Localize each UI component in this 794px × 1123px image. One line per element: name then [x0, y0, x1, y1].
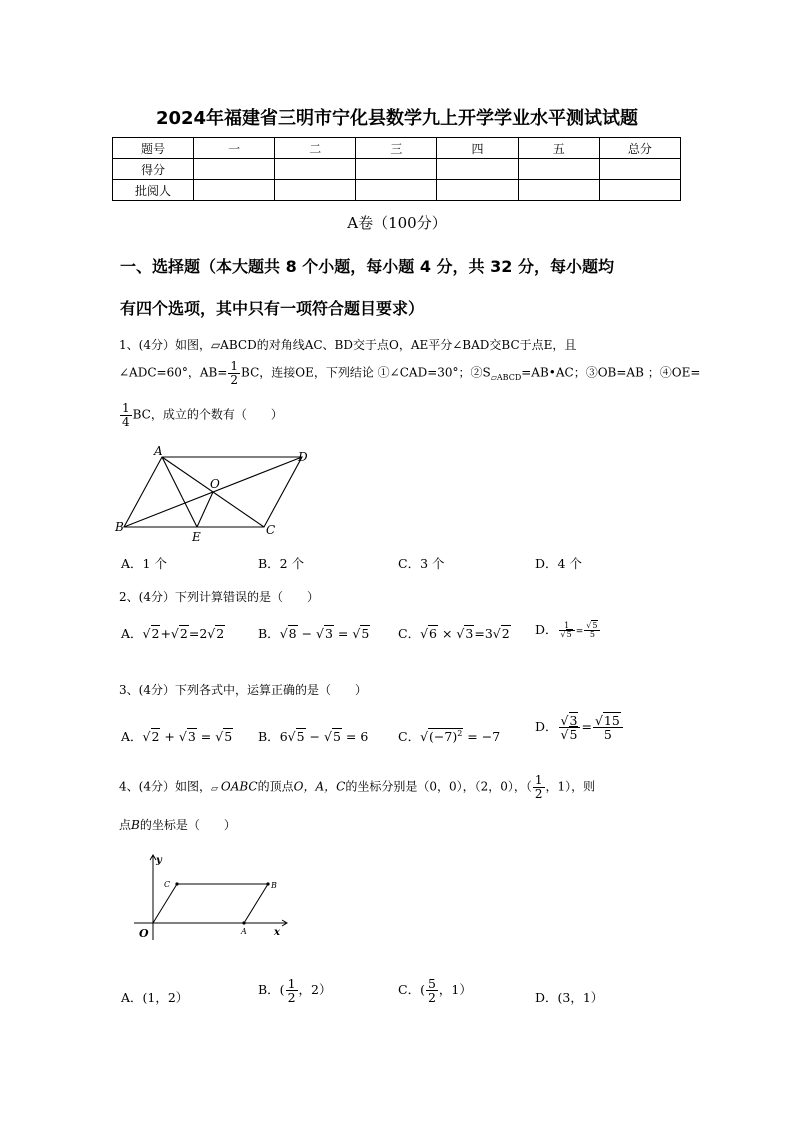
section-heading-line1: 一、选择题（本大题共 8 个小题，每小题 4 分，共 32 分，每小题均 [120, 257, 614, 276]
q1-text: ∠ADC=60°，AB= [119, 365, 228, 380]
fraction: $\frac{√3}{√5}$ [559, 714, 581, 741]
fraction: $\frac{1}{4}$ [122, 401, 130, 429]
q3-option-b[interactable]: B．6√5 − √5 = 6 [258, 729, 369, 744]
label-a: A [154, 444, 163, 458]
label-c: C [266, 523, 276, 537]
q1-line3 [119, 402, 283, 428]
table-row [113, 138, 681, 159]
fraction: $\frac{5}{2}$ [427, 976, 436, 1006]
label-c: C [164, 880, 171, 889]
q3-stem: 3、(4分）下列各式中，运算正确的是（ ） [119, 683, 367, 697]
label-x: x [274, 927, 280, 938]
q4-line2: 点B的坐标是（ ） [119, 818, 236, 832]
fraction: $\frac{1}{√5}$ [559, 622, 575, 640]
table-cell [518, 159, 599, 180]
q3-option-c[interactable]: C．$√(-7)^2 = -7$ [398, 728, 501, 744]
point-c [175, 882, 178, 885]
table-cell [356, 159, 437, 180]
table-row [113, 180, 681, 201]
label-b: B [271, 881, 277, 890]
volume-heading: A卷（100分） [347, 214, 447, 232]
table-cell [275, 180, 356, 201]
q1-line1: 1、(4分）如图，▱ABCD的对角线AC、BD交于点O，AE平分∠BAD交BC于点E，且 [119, 338, 577, 352]
point-b [266, 882, 269, 885]
q1-option-b[interactable]: B．2 个 [258, 556, 305, 571]
q1-text: BC，连接OE，下列结论 ①∠CAD=30°；②S [241, 365, 491, 380]
q4-option-b[interactable]: B．( $\frac{1}{2}$ ，2） [258, 976, 332, 1006]
label-e: E [192, 530, 201, 544]
q2-stem: 2、(4分）下列计算错误的是（ ） [119, 590, 319, 604]
q1-subscript: ▱ABCD [490, 372, 522, 382]
fraction: $\frac{1}{2}$ [230, 359, 239, 387]
parallelogram-symbol: ▱ [210, 783, 218, 794]
fraction: $\frac{1}{2}$ [534, 773, 543, 801]
label-o: O [210, 477, 220, 491]
q4-option-c[interactable]: C．( $\frac{5}{2}$ ，1） [398, 976, 472, 1006]
parallelogram-oabc [153, 884, 268, 923]
fraction: $\frac{√5}{5}$ [584, 622, 600, 640]
table-cell [599, 159, 680, 180]
table-cell [194, 159, 275, 180]
q4-coordinate-figure [134, 852, 294, 942]
table-cell [275, 159, 356, 180]
q1-parallelogram-figure [112, 444, 312, 544]
section-heading-line2: 有四个选项，其中只有一项符合题目要求） [120, 299, 425, 318]
point-a [242, 921, 245, 924]
label-y: y [156, 855, 162, 866]
q1-text: BC，成立的个数有（ ） [132, 407, 283, 422]
q2-option-a[interactable]: A．√2+√2=2√2 [121, 626, 225, 641]
q3-option-a[interactable]: A．√2 + √3 = √5 [121, 729, 233, 744]
table-cell: 一 [194, 138, 275, 159]
segment-ae [162, 457, 197, 527]
table-cell [194, 180, 275, 201]
table-cell [518, 180, 599, 201]
q1-line2 [119, 360, 700, 386]
fraction: $\frac{1}{2}$ [287, 976, 296, 1006]
table-cell: 五 [518, 138, 599, 159]
table-cell: 总分 [599, 138, 680, 159]
label-d: D [298, 450, 308, 464]
table-cell [437, 180, 518, 201]
q2-option-d[interactable]: D． $\frac{1}{√5}$ = $\frac{√5}{5}$ [535, 620, 601, 639]
q2-option-b[interactable]: B．√8 − √3 = √5 [258, 626, 370, 641]
table-cell: 题号 [113, 138, 194, 159]
score-table [112, 137, 681, 201]
table-cell [599, 180, 680, 201]
q1-option-a[interactable]: A．1 个 [121, 556, 167, 571]
table-cell: 三 [356, 138, 437, 159]
table-cell [437, 159, 518, 180]
label-b: B [115, 520, 124, 534]
table-row [113, 159, 681, 180]
q2-option-c[interactable]: C．√6 × √3=3√2 [398, 626, 510, 641]
q1-option-c[interactable]: C．3 个 [398, 556, 445, 571]
table-cell: 批阅人 [113, 180, 194, 201]
q4-line1: 4、(4分）如图，▱ OABC的顶点O，A，C的坐标分别是（0，0），（2，0），（ $\frac{1}{2}$ ，1），则 [119, 773, 596, 801]
q4-option-d[interactable]: D．(3，1） [535, 990, 604, 1005]
table-cell: 二 [275, 138, 356, 159]
table-cell [356, 180, 437, 201]
q1-text: =AB•AC；③OB=AB ；④OE= [521, 365, 701, 380]
label-o: O [139, 927, 149, 940]
q1-option-d[interactable]: D．4 个 [535, 556, 582, 571]
q3-option-d[interactable]: D． $\frac{√3}{√5}$ = $\frac{√15}{5}$ [535, 714, 624, 741]
table-cell: 得分 [113, 159, 194, 180]
table-cell: 四 [437, 138, 518, 159]
q4-option-a[interactable]: A．(1，2） [121, 990, 189, 1005]
label-a: A [241, 927, 247, 936]
exam-title: 2024年福建省三明市宁化县数学九上开学学业水平测试试题 [155, 108, 639, 129]
fraction: $\frac{√15}{5}$ [593, 714, 623, 741]
